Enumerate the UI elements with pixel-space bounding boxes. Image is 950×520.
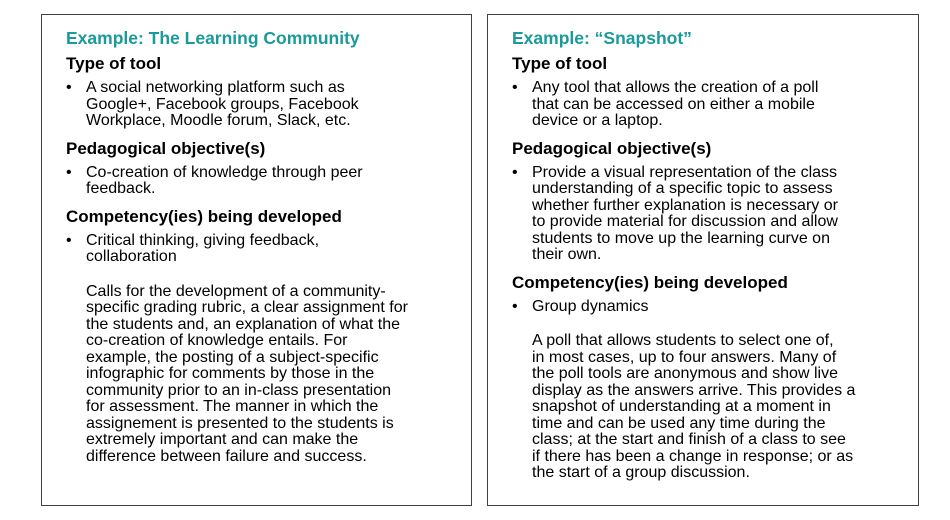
type-of-tool-text: A social networking platform such as Google+, Facebook groups, Facebook Workplace, Moodle forum, Slack, etc. [86, 79, 359, 129]
description-paragraph: Calls for the development of a community- specific grading rubric, a clear assignment for the students and, an explanation of what the co-creation of knowledge entails. For example, the posting of a subject-specific infographic for comments by those in the community prior to an in-class presentation for assessment. The manner in which the assignement is presented to the students is extremely important and can make the difference between failure and success. [86, 282, 408, 465]
type-of-tool-text: Any tool that allows the creation of a poll that can be accessed on either a mobile device or a laptop. [532, 79, 819, 129]
card-title: Example: The Learning Community [66, 28, 360, 48]
competency-heading: Competency(ies) being developed [512, 272, 788, 292]
competency-text: Group dynamics [532, 297, 649, 315]
bullet-icon: • [512, 297, 518, 315]
competency-text: Critical thinking, giving feedback, collaboration [86, 231, 320, 265]
competency-bullet [66, 233, 457, 266]
pedagogical-objective-text: Provide a visual representation of the class understanding of a specific topic to assess whether further explanation is necessary or to provide material for discussion and allow students to move up the learning curve on their own. [532, 163, 838, 263]
description-paragraph: A poll that allows students to select one of, in most cases, up to four answers. Many of the poll tools are anonymous and show live display as the answers arrive. This provides a snapshot of understanding at a moment in time and can be used any time during the class; at the start and finish of a class to see if there has been a change in response; or as the start of a group discussion. [532, 332, 856, 481]
learning-community-card [41, 14, 472, 506]
type-of-tool-heading: Type of tool [66, 54, 162, 73]
bullet-icon: • [66, 231, 72, 249]
bullet-icon: • [512, 79, 518, 96]
competency-heading: Competency(ies) being developed [66, 206, 342, 226]
pedagogical-objective-heading: Pedagogical objective(s) [66, 138, 266, 158]
bullet-icon: • [66, 163, 72, 181]
snapshot-card [487, 14, 919, 506]
pedagogical-objective-bullet [512, 165, 904, 264]
type-of-tool-heading: Type of tool [512, 54, 608, 73]
pedagogical-objective-text: Co-creation of knowledge through peer feedback. [86, 163, 363, 197]
type-of-tool-bullet [66, 80, 457, 130]
pedagogical-objective-bullet [66, 165, 457, 198]
bullet-icon: • [512, 163, 518, 181]
bullet-icon: • [66, 79, 72, 96]
type-of-tool-bullet [512, 80, 904, 130]
card-title: Example: “Snapshot” [512, 28, 692, 48]
pedagogical-objective-heading: Pedagogical objective(s) [512, 138, 712, 158]
competency-bullet [512, 299, 904, 316]
